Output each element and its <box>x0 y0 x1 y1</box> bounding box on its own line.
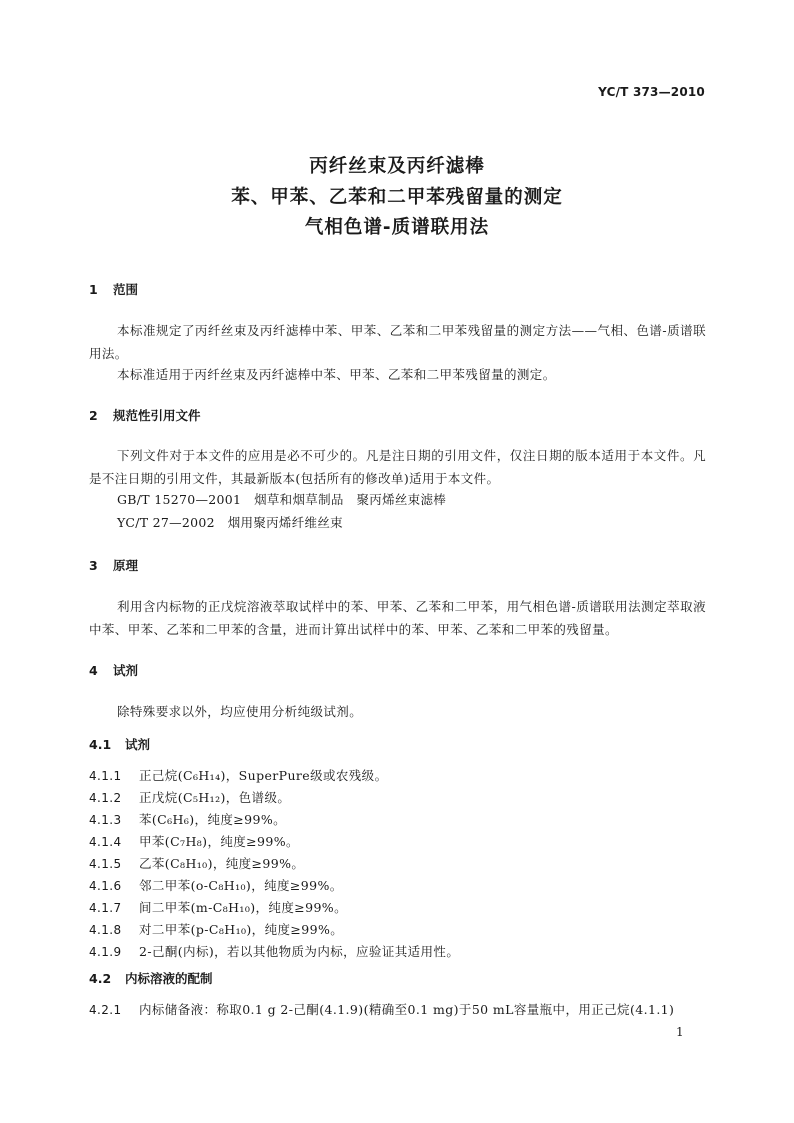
subsection-heading-4-1 <box>89 735 150 753</box>
paragraph-scope-2: 本标准适用于丙纤丝束及丙纤滤棒中苯、甲苯、乙苯和二甲苯残留量的测定。 <box>117 367 556 382</box>
item-number: 4.1.9 <box>89 945 122 959</box>
section-title: 原理 <box>113 558 139 573</box>
section-number: 3 <box>89 558 98 573</box>
reagent-item <box>89 854 304 872</box>
item-text: 间二甲苯(m-C₈H₁₀)，纯度≥99%。 <box>139 900 347 915</box>
reference-gbt-15270: GB/T 15270—2001 烟草和烟草制品 聚丙烯丝束滤棒 <box>117 492 447 507</box>
reagent-item <box>89 810 286 828</box>
subsection-heading-4-2 <box>89 969 213 987</box>
internal-standard-item <box>89 1000 674 1018</box>
item-number: 4.1.7 <box>89 901 122 915</box>
section-number: 4 <box>89 663 98 678</box>
section-number: 2 <box>89 408 98 423</box>
item-text: 内标储备液：称取0.1 g 2-己酮(4.1.9)(精确至0.1 mg)于50 mL容量瓶中，用正己烷(4.1.1) <box>139 1002 675 1017</box>
title-line-2: 苯、甲苯、乙苯和二甲苯残留量的测定 <box>231 187 563 208</box>
item-number: 4.1.2 <box>89 791 122 805</box>
item-number: 4.2.1 <box>89 1003 122 1017</box>
item-number: 4.1.3 <box>89 813 122 827</box>
item-text: 对二甲苯(p-C₈H₁₀)，纯度≥99%。 <box>139 922 344 937</box>
item-text: 邻二甲苯(o-C₈H₁₀)，纯度≥99%。 <box>139 878 343 893</box>
item-text: 苯(C₆H₆)，纯度≥99%。 <box>139 812 286 827</box>
section-number: 1 <box>89 282 98 297</box>
item-number: 4.1.1 <box>89 769 122 783</box>
section-title: 范围 <box>113 282 139 297</box>
reagent-item <box>89 832 299 850</box>
reagent-item <box>89 920 343 938</box>
reagent-item <box>89 766 387 784</box>
page-number: 1 <box>676 1025 684 1039</box>
section-title: 试剂 <box>113 663 139 678</box>
item-text: 乙苯(C₈H₁₀)，纯度≥99%。 <box>139 856 305 871</box>
reagent-item <box>89 876 343 894</box>
section-title: 内标溶液的配制 <box>125 971 213 986</box>
standard-code: YC/T 373—2010 <box>598 85 705 99</box>
title-line-1: 丙纤丝束及丙纤滤棒 <box>309 156 485 177</box>
title-line-3: 气相色谱-质谱联用法 <box>304 217 490 238</box>
item-number: 4.1.6 <box>89 879 122 893</box>
item-text: 2-己酮(内标)，若以其他物质为内标，应验证其适用性。 <box>139 944 460 959</box>
paragraph-scope-1: 本标准规定了丙纤丝束及丙纤滤棒中苯、甲苯、乙苯和二甲苯残留量的测定方法——气相、色谱-质谱联用法。 <box>89 323 706 361</box>
item-number: 4.1.5 <box>89 857 122 871</box>
section-title: 规范性引用文件 <box>113 408 201 423</box>
item-text: 甲苯(C₇H₈)，纯度≥99%。 <box>139 834 299 849</box>
reference-yct-27: YC/T 27—2002 烟用聚丙烯纤维丝束 <box>117 515 343 530</box>
paragraph-references: 下列文件对于本文件的应用是必不可少的。凡是注日期的引用文件，仅注日期的版本适用于本文件。凡是不注日期的引用文件，其最新版本(包括所有的修改单)适用于本文件。 <box>89 448 706 486</box>
section-heading-3 <box>89 556 138 574</box>
reagent-item <box>89 898 347 916</box>
section-title: 试剂 <box>125 737 151 752</box>
section-heading-1 <box>89 280 138 298</box>
section-number: 4.1 <box>89 737 112 752</box>
paragraph-reagents-note: 除特殊要求以外，均应使用分析纯级试剂。 <box>117 704 363 719</box>
section-number: 4.2 <box>89 971 112 986</box>
reagent-item <box>89 788 290 806</box>
item-number: 4.1.4 <box>89 835 122 849</box>
item-text: 正戊烷(C₅H₁₂)，色谱级。 <box>139 790 291 805</box>
paragraph-principle: 利用含内标物的正戊烷溶液萃取试样中的苯、甲苯、乙苯和二甲苯，用气相色谱-质谱联用法测定萃取液中苯、甲苯、乙苯和二甲苯的含量，进而计算出试样中的苯、甲苯、乙苯和二甲苯的残留量。 <box>89 599 706 637</box>
item-text: 正己烷(C₆H₁₄)，SuperPure级或农残级。 <box>139 768 388 783</box>
item-number: 4.1.8 <box>89 923 122 937</box>
reagent-item <box>89 942 459 960</box>
section-heading-2 <box>89 406 201 424</box>
section-heading-4 <box>89 661 138 679</box>
